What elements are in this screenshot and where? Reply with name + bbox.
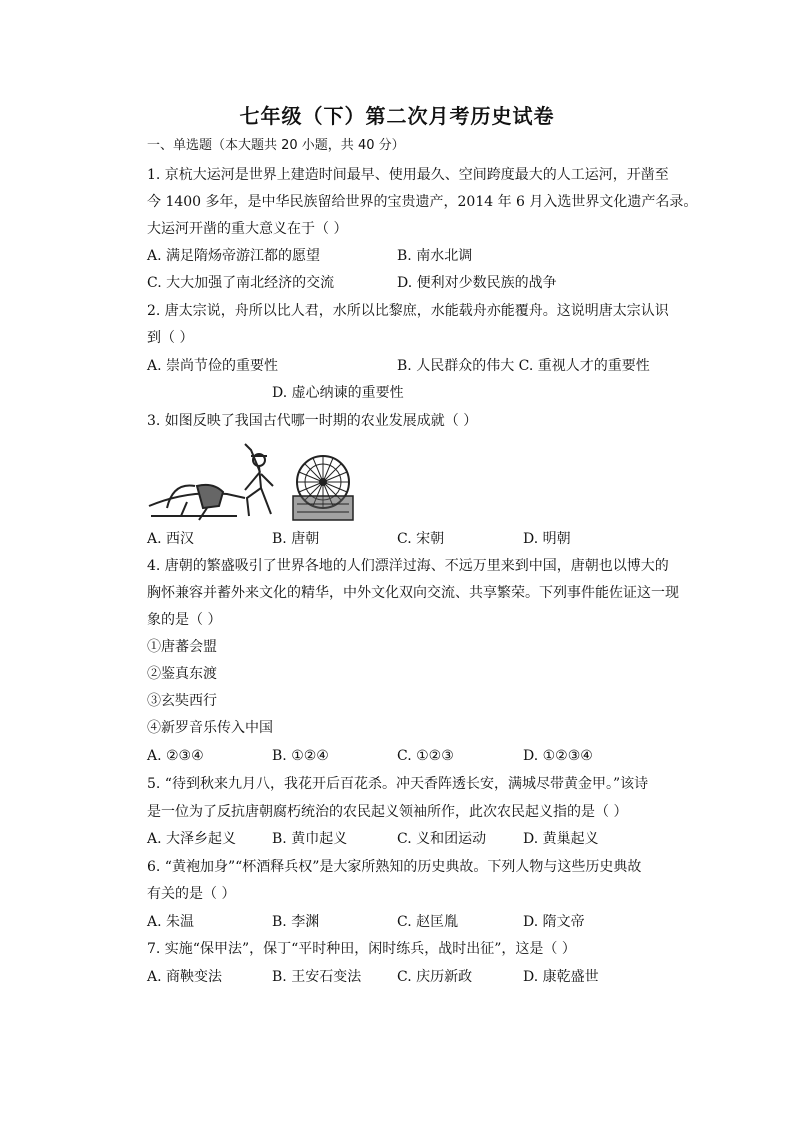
farming-tools-figure (147, 442, 357, 524)
question-1-option-a[interactable]: A. 满足隋炀帝游江都的愿望 (147, 248, 321, 264)
plough-icon (149, 485, 245, 520)
question-4-option-c[interactable]: C. ①②③ (397, 748, 454, 764)
water-wheel-icon (293, 456, 353, 520)
question-2-option-bc[interactable]: B. 人民群众的伟大 C. 重视人才的重要性 (397, 358, 650, 374)
question-6-stem-line1: 6. “黄袍加身”“杯酒释兵权”是大家所熟知的历史典故。下列人物与这些历史典故 (147, 859, 642, 875)
question-2-option-d[interactable]: D. 虚心纳谏的重要性 (272, 385, 404, 401)
question-2-option-a[interactable]: A. 崇尚节俭的重要性 (147, 358, 279, 374)
question-7-stem-line1: 7. 实施“保甲法”，保丁“平时种田，闲时练兵，战时出征”，这是（ ） (147, 941, 576, 957)
question-6-option-c[interactable]: C. 赵匡胤 (397, 914, 459, 930)
question-7-option-a[interactable]: A. 商鞅变法 (147, 969, 223, 985)
question-2-stem-line2: 到（ ） (147, 330, 194, 346)
question-6-stem-line2: 有关的是（ ） (147, 886, 236, 902)
question-6-option-a[interactable]: A. 朱温 (147, 914, 195, 930)
question-3-option-c[interactable]: C. 宋朝 (397, 531, 445, 547)
question-1-stem-line2: 今 1400 多年，是中华民族留给世界的宝贵遗产，2014 年 6 月入选世界文化遗产名录。 (147, 194, 698, 210)
question-4-option-b[interactable]: B. ①②④ (272, 748, 329, 764)
question-1-option-c[interactable]: C. 大大加强了南北经济的交流 (147, 275, 335, 291)
question-5-option-c[interactable]: C. 义和团运动 (397, 831, 487, 847)
question-4-item-3: ③玄奘西行 (147, 693, 217, 709)
question-7-option-b[interactable]: B. 王安石变法 (272, 969, 362, 985)
question-1-stem-line3: 大运河开凿的重大意义在于（ ） (147, 221, 348, 237)
section-heading: 一、单选题（本大题共 20 小题，共 40 分） (147, 138, 405, 153)
question-4-stem-line2: 胸怀兼容并蓄外来文化的精华，中外文化双向交流、共享繁荣。下列事件能佐证这一现 (147, 585, 679, 601)
question-1-stem-line1: 1. 京杭大运河是世界上建造时间最早、使用最久、空间跨度最大的人工运河，开凿至 (147, 167, 669, 183)
page-title: 七年级（下）第二次月考历史试卷 (239, 104, 555, 128)
question-5-option-b[interactable]: B. 黄巾起义 (272, 831, 348, 847)
question-6-option-d[interactable]: D. 隋文帝 (523, 914, 585, 930)
question-2-stem-line1: 2. 唐太宗说，舟所以比人君，水所以比黎庶，水能载舟亦能覆舟。这说明唐太宗认识 (147, 303, 669, 319)
question-1-option-d[interactable]: D. 便利对少数民族的战争 (397, 275, 557, 291)
question-4-option-a[interactable]: A. ②③④ (147, 748, 204, 764)
farmer-figure-icon (245, 444, 273, 516)
question-4-stem-line1: 4. 唐朝的繁盛吸引了世界各地的人们漂洋过海、不远万里来到中国，唐朝也以博大的 (147, 558, 669, 574)
question-7-option-d[interactable]: D. 康乾盛世 (523, 969, 599, 985)
question-5-option-d[interactable]: D. 黄巢起义 (523, 831, 599, 847)
question-4-option-d[interactable]: D. ①②③④ (523, 748, 593, 764)
question-3-option-b[interactable]: B. 唐朝 (272, 531, 320, 547)
question-3-option-d[interactable]: D. 明朝 (523, 531, 571, 547)
question-4-item-4: ④新罗音乐传入中国 (147, 720, 273, 736)
question-5-stem-line1: 5. “待到秋来九月八，我花开后百花杀。冲天香阵透长安，满城尽带黄金甲。”该诗 (147, 776, 649, 792)
question-4-item-2: ②鉴真东渡 (147, 666, 217, 682)
question-5-stem-line2: 是一位为了反抗唐朝腐朽统治的农民起义领袖所作，此次农民起义指的是（ ） (147, 804, 628, 820)
question-5-option-a[interactable]: A. 大泽乡起义 (147, 831, 237, 847)
question-1-option-b[interactable]: B. 南水北调 (397, 248, 473, 264)
question-4-item-1: ①唐蕃会盟 (147, 639, 217, 655)
question-6-option-b[interactable]: B. 李渊 (272, 914, 320, 930)
question-7-option-c[interactable]: C. 庆历新政 (397, 969, 473, 985)
question-3-stem-line1: 3. 如图反映了我国古代哪一时期的农业发展成就（ ） (147, 413, 478, 429)
question-3-option-a[interactable]: A. 西汉 (147, 531, 195, 547)
question-4-stem-line3: 象的是（ ） (147, 612, 222, 628)
